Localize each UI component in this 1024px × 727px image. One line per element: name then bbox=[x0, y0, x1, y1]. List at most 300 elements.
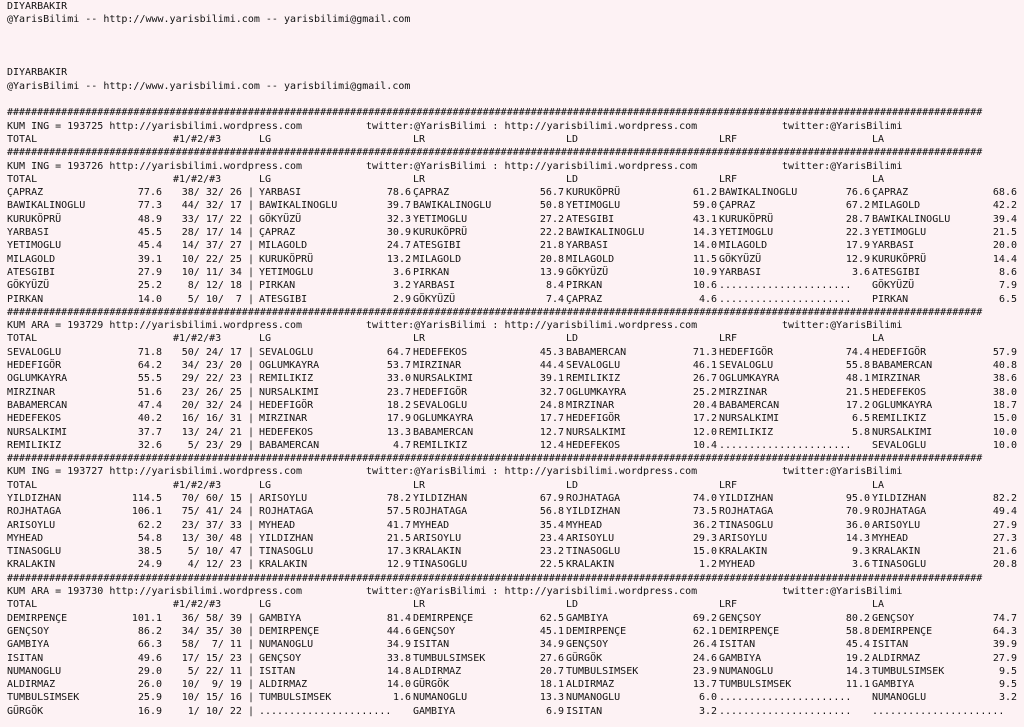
ld-value: 1.2 bbox=[698, 559, 717, 571]
lr-horse: MIRZINAR bbox=[413, 360, 462, 372]
lg-horse: HEDEFIGÖR bbox=[259, 399, 314, 411]
lg-horse: ROJHATAGA bbox=[259, 506, 314, 518]
separator-text: ################################################################################################################################################################## bbox=[7, 572, 983, 584]
lr-value: 39.1 bbox=[539, 373, 564, 385]
lg-horse: ISITAN bbox=[259, 665, 296, 677]
lr-value: 56.8 bbox=[539, 506, 564, 518]
ld-value: 17.2 bbox=[692, 413, 717, 425]
la-value: 39.9 bbox=[992, 639, 1017, 651]
lrf-value: 14.3 bbox=[845, 532, 870, 544]
ld-value: 14.3 bbox=[692, 227, 717, 239]
column-header-name: TOTAL bbox=[7, 479, 38, 491]
position-stats: 1/ 10/ 22 | bbox=[187, 705, 254, 717]
table-row bbox=[7, 558, 1019, 571]
table-row bbox=[7, 412, 1019, 425]
ld-horse: TINASOGLU bbox=[566, 546, 621, 558]
la-value: 20.0 bbox=[992, 240, 1017, 252]
lg-value: 18.2 bbox=[386, 399, 411, 411]
ld-horse: KURUKÖPRÜ bbox=[566, 187, 621, 199]
la-horse: GENÇSOY bbox=[872, 612, 915, 624]
ld-value: 13.7 bbox=[692, 679, 717, 691]
page-title-line-repeat bbox=[7, 66, 1019, 79]
ld-horse: BABAMERCAN bbox=[566, 346, 627, 358]
la-horse: ALDIRMAZ bbox=[872, 652, 921, 664]
section-header bbox=[7, 160, 1019, 173]
lrf-value: 45.4 bbox=[845, 639, 870, 651]
la-horse: HEDEFIGÖR bbox=[872, 346, 927, 358]
lg-horse: ATESGIBI bbox=[259, 293, 308, 305]
la-value: 7.9 bbox=[998, 280, 1017, 292]
horse-name: YARBASI bbox=[7, 227, 50, 239]
lg-value: 13.2 bbox=[386, 253, 411, 265]
table-row bbox=[7, 293, 1019, 306]
lr-value: 20.7 bbox=[539, 665, 564, 677]
lrf-horse: REMILIKIZ bbox=[719, 426, 774, 438]
lr-value: 17.7 bbox=[539, 413, 564, 425]
total-value: 77.3 bbox=[137, 200, 162, 212]
lg-value: 64.7 bbox=[386, 346, 411, 358]
lr-horse: HEDEFIGÖR bbox=[413, 386, 468, 398]
la-horse: KURUKÖPRÜ bbox=[872, 253, 927, 265]
column-header-lrf: LRF bbox=[719, 599, 738, 611]
lrf-value: 58.8 bbox=[845, 625, 870, 637]
position-stats: 10/ 22/ 25 | bbox=[181, 253, 254, 265]
section-header bbox=[7, 319, 1019, 332]
la-value: 27.9 bbox=[992, 652, 1017, 664]
horse-name: MYHEAD bbox=[7, 532, 44, 544]
column-header-lr: LR bbox=[413, 133, 426, 145]
page-title-repeat: DIYARBAKIR bbox=[7, 67, 68, 79]
lrf-value: 70.9 bbox=[845, 506, 870, 518]
section-separator bbox=[7, 306, 1019, 319]
section-title: KUM ING = 193725 http://yarisbilimi.wordpress.com bbox=[7, 120, 303, 132]
lrf-horse: ISITAN bbox=[719, 639, 756, 651]
lg-horse: NURSALKIMI bbox=[259, 386, 320, 398]
lg-value: 78.2 bbox=[386, 492, 411, 504]
lrf-horse: ...................... bbox=[719, 439, 852, 451]
lg-horse: ARISOYLU bbox=[259, 492, 308, 504]
contact-info-repeat: @YarisBilimi -- http://www.yarisbilimi.com -- yarisbilimi@gmail.com bbox=[7, 80, 411, 92]
lg-value: 41.7 bbox=[386, 519, 411, 531]
ld-horse: GENÇSOY bbox=[566, 639, 609, 651]
lr-horse: ISITAN bbox=[413, 639, 450, 651]
total-value: 86.2 bbox=[137, 625, 162, 637]
lrf-horse: YETIMOGLU bbox=[719, 227, 774, 239]
horse-name: ALDIRMAZ bbox=[7, 679, 56, 691]
lg-horse: MILAGOLD bbox=[259, 240, 308, 252]
ld-value: 4.6 bbox=[698, 293, 717, 305]
ld-value: 25.2 bbox=[692, 386, 717, 398]
lr-value: 32.7 bbox=[539, 386, 564, 398]
lr-horse: YILDIZHAN bbox=[413, 492, 468, 504]
la-value: 82.2 bbox=[992, 492, 1017, 504]
lrf-horse: BABAMERCAN bbox=[719, 399, 780, 411]
lr-horse: OGLUMKAYRA bbox=[413, 413, 474, 425]
lrf-value: 5.8 bbox=[851, 426, 870, 438]
ld-horse: YILDIZHAN bbox=[566, 506, 621, 518]
column-header-la: LA bbox=[872, 133, 885, 145]
ld-horse: GÜRGÖK bbox=[566, 652, 603, 664]
lrf-value: 3.6 bbox=[851, 266, 870, 278]
column-header-name: TOTAL bbox=[7, 173, 38, 185]
total-value: 26.0 bbox=[137, 679, 162, 691]
ld-horse: NUMANOGLU bbox=[566, 692, 621, 704]
horse-name: HEDEFIGÖR bbox=[7, 360, 62, 372]
position-stats: 5/ 10/ 7 | bbox=[187, 293, 254, 305]
table-row bbox=[7, 612, 1019, 625]
table-row bbox=[7, 492, 1019, 505]
contact-line-repeat bbox=[7, 80, 1019, 93]
la-value: 6.5 bbox=[998, 293, 1017, 305]
column-header-lrf: LRF bbox=[719, 479, 738, 491]
lrf-horse: TUMBULSIMSEK bbox=[719, 679, 792, 691]
la-horse: TUMBULSIMSEK bbox=[872, 665, 945, 677]
ld-horse: ARISOYLU bbox=[566, 532, 615, 544]
horse-name: KRALAKIN bbox=[7, 559, 56, 571]
ld-value: 29.3 bbox=[692, 532, 717, 544]
horse-name: REMILIKIZ bbox=[7, 439, 62, 451]
lg-value: 21.5 bbox=[386, 532, 411, 544]
position-stats: 44/ 32/ 17 | bbox=[181, 200, 254, 212]
position-stats: 58/ 7/ 11 | bbox=[181, 639, 254, 651]
ld-value: 59.0 bbox=[692, 200, 717, 212]
lg-horse: KRALAKIN bbox=[259, 559, 308, 571]
column-header-pos: #1/#2/#3 bbox=[173, 599, 222, 611]
horse-name: DEMIRPENÇE bbox=[7, 612, 68, 624]
la-horse: PIRKAN bbox=[872, 293, 909, 305]
la-horse: NUMANOGLU bbox=[872, 692, 927, 704]
page-title: DIYARBAKIR bbox=[7, 1, 68, 12]
lrf-value: 14.3 bbox=[845, 665, 870, 677]
lr-value: 22.5 bbox=[539, 559, 564, 571]
lg-horse: TUMBULSIMSEK bbox=[259, 692, 332, 704]
lrf-value: 19.2 bbox=[845, 652, 870, 664]
total-value: 39.1 bbox=[137, 253, 162, 265]
lrf-horse: ...................... bbox=[719, 692, 852, 704]
ld-value: 3.2 bbox=[698, 705, 717, 717]
la-value: 68.6 bbox=[992, 187, 1017, 199]
section-separator bbox=[7, 572, 1019, 585]
la-value: 38.6 bbox=[992, 373, 1017, 385]
lr-value: 13.3 bbox=[539, 692, 564, 704]
table-row bbox=[7, 372, 1019, 385]
total-value: 25.9 bbox=[137, 692, 162, 704]
ld-value: 46.1 bbox=[692, 360, 717, 372]
la-value: 42.2 bbox=[992, 200, 1017, 212]
table-row bbox=[7, 346, 1019, 359]
ld-horse: MIRZINAR bbox=[566, 399, 615, 411]
la-value: 10.0 bbox=[992, 439, 1017, 451]
section-title: KUM ARA = 193730 http://yarisbilimi.wordpress.com bbox=[7, 586, 303, 598]
column-header-row bbox=[7, 598, 1019, 611]
ld-value: 23.9 bbox=[692, 665, 717, 677]
la-value: 8.6 bbox=[998, 266, 1017, 278]
lr-value: 23.4 bbox=[539, 532, 564, 544]
lg-horse: DEMIRPENÇE bbox=[259, 625, 320, 637]
position-stats: 8/ 12/ 18 | bbox=[187, 280, 254, 292]
lg-horse: NUMANOGLU bbox=[259, 639, 314, 651]
horse-name: PIRKAN bbox=[7, 293, 44, 305]
la-value: 15.0 bbox=[992, 413, 1017, 425]
lr-horse: SEVALOGLU bbox=[413, 399, 468, 411]
total-value: 24.9 bbox=[137, 559, 162, 571]
lg-horse: GAMBIYA bbox=[259, 612, 302, 624]
ld-horse: NURSALKIMI bbox=[566, 426, 627, 438]
lr-horse: KURUKÖPRÜ bbox=[413, 227, 468, 239]
position-stats: 23/ 26/ 25 | bbox=[181, 386, 254, 398]
lg-value: 12.9 bbox=[386, 559, 411, 571]
section-title: KUM ING = 193726 http://yarisbilimi.wordpress.com bbox=[7, 160, 303, 172]
la-value: 3.2 bbox=[998, 692, 1017, 704]
la-horse: BABAMERCAN bbox=[872, 360, 933, 372]
la-value: 40.8 bbox=[992, 360, 1017, 372]
lrf-value: 80.2 bbox=[845, 612, 870, 624]
la-horse: YETIMOGLU bbox=[872, 227, 927, 239]
la-value: 10.0 bbox=[992, 426, 1017, 438]
section-separator bbox=[7, 452, 1019, 465]
lr-horse: KRALAKIN bbox=[413, 546, 462, 558]
lg-value: 32.3 bbox=[386, 213, 411, 225]
lr-horse: DEMIRPENÇE bbox=[413, 612, 474, 624]
separator-text: ################################################################################################################################################################## bbox=[7, 107, 983, 119]
column-header-la: LA bbox=[872, 173, 885, 185]
column-header-lg: LG bbox=[259, 599, 272, 611]
position-stats: 17/ 15/ 23 | bbox=[181, 652, 254, 664]
lg-horse: HEDEFEKOS bbox=[259, 426, 314, 438]
lrf-value: 67.2 bbox=[845, 200, 870, 212]
table-row bbox=[7, 426, 1019, 439]
page-title-line bbox=[7, 0, 1019, 13]
la-horse: REMILIKIZ bbox=[872, 413, 927, 425]
ld-horse: SEVALOGLU bbox=[566, 360, 621, 372]
horse-name: KURUKÖPRÜ bbox=[7, 213, 62, 225]
section-title: KUM ARA = 193729 http://yarisbilimi.wordpress.com bbox=[7, 320, 303, 332]
lg-horse: OGLUMKAYRA bbox=[259, 360, 320, 372]
la-horse: HEDEFEKOS bbox=[872, 386, 927, 398]
horse-name: BABAMERCAN bbox=[7, 399, 68, 411]
column-header-la: LA bbox=[872, 599, 885, 611]
position-stats: 5/ 23/ 29 | bbox=[187, 439, 254, 451]
position-stats: 50/ 24/ 17 | bbox=[181, 346, 254, 358]
table-row bbox=[7, 638, 1019, 651]
la-value: 38.0 bbox=[992, 386, 1017, 398]
lg-horse: ÇAPRAZ bbox=[259, 227, 296, 239]
la-value: 21.5 bbox=[992, 227, 1017, 239]
table-row bbox=[7, 545, 1019, 558]
la-value: 49.4 bbox=[992, 506, 1017, 518]
lg-value: 13.3 bbox=[386, 426, 411, 438]
lr-value: 7.4 bbox=[545, 293, 564, 305]
lrf-value: 74.4 bbox=[845, 346, 870, 358]
ld-horse: ROJHATAGA bbox=[566, 492, 621, 504]
lrf-horse: OGLUMKAYRA bbox=[719, 373, 780, 385]
lg-value: 34.9 bbox=[386, 639, 411, 651]
column-header-pos: #1/#2/#3 bbox=[173, 333, 222, 345]
lr-horse: BABAMERCAN bbox=[413, 426, 474, 438]
horse-name: ÇAPRAZ bbox=[7, 187, 44, 199]
section-header bbox=[7, 465, 1019, 478]
la-horse: MYHEAD bbox=[872, 532, 909, 544]
lr-horse: YETIMOGLU bbox=[413, 213, 468, 225]
la-horse: ATESGIBI bbox=[872, 266, 921, 278]
lrf-value: 3.6 bbox=[851, 559, 870, 571]
table-row bbox=[7, 652, 1019, 665]
lg-value: 3.6 bbox=[392, 266, 411, 278]
column-header-name: TOTAL bbox=[7, 333, 38, 345]
horse-name: YILDIZHAN bbox=[7, 492, 62, 504]
ld-horse: ISITAN bbox=[566, 705, 603, 717]
lr-horse: TINASOGLU bbox=[413, 559, 468, 571]
table-row bbox=[7, 226, 1019, 239]
column-header-ld: LD bbox=[566, 479, 579, 491]
position-stats: 4/ 12/ 23 | bbox=[187, 559, 254, 571]
la-value: 27.3 bbox=[992, 532, 1017, 544]
total-value: 27.9 bbox=[137, 266, 162, 278]
table-row bbox=[7, 665, 1019, 678]
position-stats: 14/ 37/ 27 | bbox=[181, 240, 254, 252]
lr-horse: NURSALKIMI bbox=[413, 373, 474, 385]
position-stats: 38/ 32/ 26 | bbox=[181, 187, 254, 199]
la-horse: KRALAKIN bbox=[872, 546, 921, 558]
la-horse: MILAGOLD bbox=[872, 200, 921, 212]
lg-value: 3.2 bbox=[392, 280, 411, 292]
lg-value: 17.9 bbox=[386, 413, 411, 425]
column-header-lg: LG bbox=[259, 133, 272, 145]
ld-value: 62.1 bbox=[692, 625, 717, 637]
ld-horse: ÇAPRAZ bbox=[566, 293, 603, 305]
la-value: 64.3 bbox=[992, 625, 1017, 637]
lrf-value: 22.3 bbox=[845, 227, 870, 239]
column-header-la: LA bbox=[872, 479, 885, 491]
table-row bbox=[7, 186, 1019, 199]
lrf-horse: GÖKYÜZÜ bbox=[719, 253, 762, 265]
ld-horse: REMILIKIZ bbox=[566, 373, 621, 385]
lg-value: 78.6 bbox=[386, 187, 411, 199]
lrf-horse: KRALAKIN bbox=[719, 546, 768, 558]
lg-value: 33.8 bbox=[386, 652, 411, 664]
position-stats: 13/ 30/ 48 | bbox=[181, 532, 254, 544]
la-horse: MIRZINAR bbox=[872, 373, 921, 385]
ld-value: 15.0 bbox=[692, 546, 717, 558]
column-header-row bbox=[7, 479, 1019, 492]
lg-horse: ...................... bbox=[259, 705, 392, 717]
lr-value: 6.9 bbox=[545, 705, 564, 717]
la-value: 14.4 bbox=[992, 253, 1017, 265]
ld-horse: HEDEFIGÖR bbox=[566, 413, 621, 425]
la-horse: DEMIRPENÇE bbox=[872, 625, 933, 637]
lg-horse: ALDIRMAZ bbox=[259, 679, 308, 691]
column-header-la: LA bbox=[872, 333, 885, 345]
lrf-value: 76.6 bbox=[845, 187, 870, 199]
position-stats: 34/ 23/ 20 | bbox=[181, 360, 254, 372]
total-value: 77.6 bbox=[137, 187, 162, 199]
lr-value: 44.4 bbox=[539, 360, 564, 372]
position-stats: 23/ 37/ 33 | bbox=[181, 519, 254, 531]
position-stats: 5/ 10/ 47 | bbox=[187, 546, 254, 558]
ld-value: 26.7 bbox=[692, 373, 717, 385]
ld-value: 74.0 bbox=[692, 492, 717, 504]
lr-value: 23.2 bbox=[539, 546, 564, 558]
lg-horse: MYHEAD bbox=[259, 519, 296, 531]
horse-name: TINASOGLU bbox=[7, 546, 62, 558]
lr-value: 50.8 bbox=[539, 200, 564, 212]
horse-name: SEVALOGLU bbox=[7, 346, 62, 358]
la-horse: ÇAPRAZ bbox=[872, 187, 909, 199]
lrf-value: 17.9 bbox=[845, 240, 870, 252]
table-row bbox=[7, 678, 1019, 691]
column-header-lr: LR bbox=[413, 479, 426, 491]
column-header-ld: LD bbox=[566, 333, 579, 345]
position-stats: 33/ 17/ 22 | bbox=[181, 213, 254, 225]
horse-name: BAWIKALINOGLU bbox=[7, 200, 86, 212]
lrf-value: 21.5 bbox=[845, 386, 870, 398]
ld-value: 10.6 bbox=[692, 280, 717, 292]
ld-horse: GAMBIYA bbox=[566, 612, 609, 624]
la-horse: GAMBIYA bbox=[872, 679, 915, 691]
position-stats: 13/ 24/ 21 | bbox=[181, 426, 254, 438]
lrf-value: 95.0 bbox=[845, 492, 870, 504]
total-value: 38.5 bbox=[137, 546, 162, 558]
race-sections bbox=[7, 106, 1019, 718]
position-stats: 10/ 15/ 16 | bbox=[181, 692, 254, 704]
total-value: 64.2 bbox=[137, 360, 162, 372]
horse-name: GENÇSOY bbox=[7, 625, 50, 637]
lrf-horse: KURUKÖPRÜ bbox=[719, 213, 774, 225]
contact-line bbox=[7, 13, 1019, 26]
lrf-value: 55.8 bbox=[845, 360, 870, 372]
ld-value: 10.4 bbox=[692, 439, 717, 451]
ld-value: 61.2 bbox=[692, 187, 717, 199]
position-stats: 5/ 22/ 11 | bbox=[187, 665, 254, 677]
lr-value: 27.2 bbox=[539, 213, 564, 225]
ld-horse: HEDEFEKOS bbox=[566, 439, 621, 451]
column-header-pos: #1/#2/#3 bbox=[173, 173, 222, 185]
section-title: KUM ING = 193727 http://yarisbilimi.wordpress.com bbox=[7, 466, 303, 478]
table-row bbox=[7, 199, 1019, 212]
lrf-horse: NURSALKIMI bbox=[719, 413, 780, 425]
lrf-value: 12.9 bbox=[845, 253, 870, 265]
lrf-value: 48.1 bbox=[845, 373, 870, 385]
ld-value: 10.9 bbox=[692, 266, 717, 278]
lrf-horse: ...................... bbox=[719, 705, 852, 717]
ld-value: 69.2 bbox=[692, 612, 717, 624]
lr-value: 27.6 bbox=[539, 652, 564, 664]
lr-value: 12.4 bbox=[539, 439, 564, 451]
position-stats: 75/ 41/ 24 | bbox=[181, 506, 254, 518]
lr-horse: MYHEAD bbox=[413, 519, 450, 531]
total-value: 55.5 bbox=[137, 373, 162, 385]
lrf-horse: MYHEAD bbox=[719, 559, 756, 571]
ld-value: 43.1 bbox=[692, 213, 717, 225]
lr-horse: ÇAPRAZ bbox=[413, 187, 450, 199]
lrf-horse: SEVALOGLU bbox=[719, 360, 774, 372]
position-stats: 20/ 32/ 24 | bbox=[181, 399, 254, 411]
twitter-link: twitter:@YarisBilimi : http://yarisbilimi.wordpress.com bbox=[366, 120, 698, 132]
section-header bbox=[7, 120, 1019, 133]
total-value: 29.0 bbox=[137, 665, 162, 677]
ld-horse: BAWIKALINOGLU bbox=[566, 227, 645, 239]
ld-horse: DEMIRPENÇE bbox=[566, 625, 627, 637]
column-header-ld: LD bbox=[566, 133, 579, 145]
position-stats: 16/ 16/ 31 | bbox=[181, 413, 254, 425]
column-header-lr: LR bbox=[413, 173, 426, 185]
lr-value: 8.4 bbox=[545, 280, 564, 292]
lrf-value: 11.1 bbox=[845, 679, 870, 691]
lr-value: 12.7 bbox=[539, 426, 564, 438]
column-header-lr: LR bbox=[413, 333, 426, 345]
total-value: 32.6 bbox=[137, 439, 162, 451]
ld-value: 71.3 bbox=[692, 346, 717, 358]
